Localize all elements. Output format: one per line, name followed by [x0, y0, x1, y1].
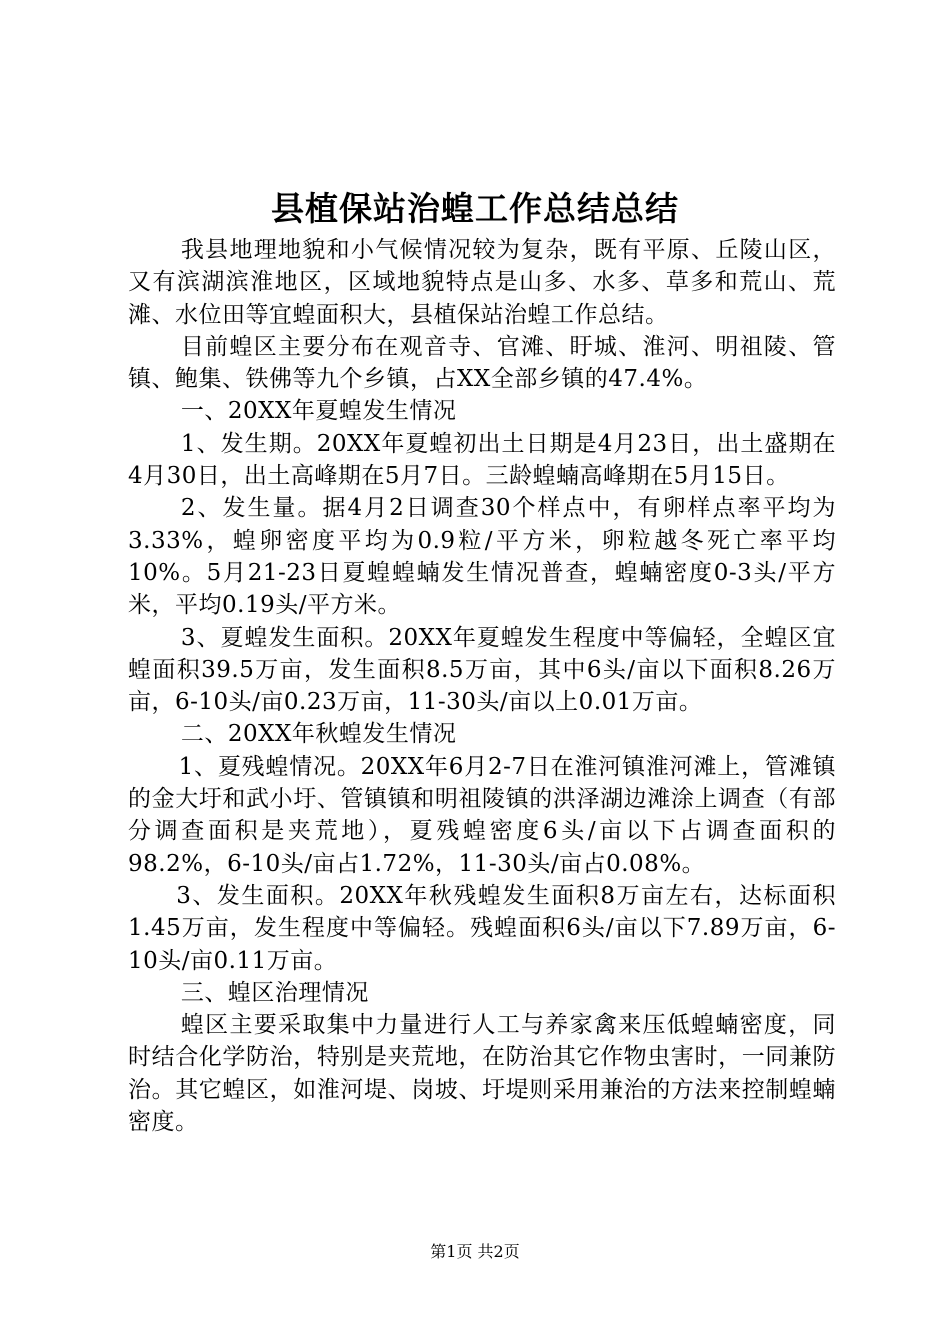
paragraph-occurrence-period: 1、发生期。20XX年夏蝗初出土日期是4月23日，出土盛期在4月30日，出土高峰期在5月7日。三龄蝗蝻高峰期在5月15日。: [128, 430, 836, 490]
section-heading-summer: 一、20XX年夏蝗发生情况: [180, 398, 457, 425]
paragraph-intro: 我县地理地貌和小气候情况较为复杂，既有平原、丘陵山区，又有滨湖滨淮地区，区域地貌特点是山多、水多、草多和荒山、荒滩、水位田等宜蝗面积大，县植保站治蝗工作总结。: [128, 237, 836, 328]
section-heading-autumn: 二、20XX年秋蝗发生情况: [180, 721, 457, 748]
paragraph-summer-area: 3、夏蝗发生面积。20XX年夏蝗发生程度中等偏轻，全蝗区宜蝗面积39.5万亩，发生面积8.5万亩，其中6头/亩以下面积8.26万亩，6-10头/亩0.23万亩，11-30头/亩以上0.01万亩。: [128, 624, 836, 716]
paragraph-locust-area: 目前蝗区主要分布在观音寺、官滩、盱城、淮河、明祖陵、管镇、鲍集、铁佛等九个乡镇，占XX全部乡镇的47.4%。: [128, 333, 836, 393]
paragraph-autumn-area: 3、发生面积。20XX年秋残蝗发生面积8万亩左右，达标面积1.45万亩，发生程度中等偏轻。残蝗面积6头/亩以下7.89万亩，6-10头/亩0.11万亩。: [128, 882, 836, 974]
page-footer: 第1页 共2页: [430, 1242, 520, 1261]
paragraph-occurrence-amount: 2、发生量。据4月2日调查30个样点中，有卵样点率平均为3.33%，蝗卵密度平均为0.9粒/平方米，卵粒越冬死亡率平均10%。5月21-23日夏蝗蝗蝻发生情况普查，蝗蝻密度0-3头/平方米，平均0.19头/平方米。: [128, 495, 836, 619]
paragraph-control-methods: 蝗区主要采取集中力量进行人工与养家禽来压低蝗蝻密度，同时结合化学防治，特别是夹荒地，在防治其它作物虫害时，一同兼防治。其它蝗区，如淮河堤、岗坡、圩堤则采用兼治的方法来控制蝗蝻密度。: [128, 1012, 836, 1136]
paragraph-residual-summer: 1、夏残蝗情况。20XX年6月2-7日在淮河镇淮河滩上，管滩镇的金大圩和武小圩、管镇镇和明祖陵镇的洪泽湖边滩涂上调查（有部分调查面积是夹荒地），夏残蝗密度6头/亩以下占调查面积的98.2%，6-10头/亩占1.72%，11-30头/亩占0.08%。: [128, 753, 836, 877]
section-heading-control: 三、蝗区治理情况: [180, 979, 369, 1006]
document-body: [128, 234, 836, 1138]
document-title: 县植保站治蝗工作总结总结: [271, 189, 679, 228]
